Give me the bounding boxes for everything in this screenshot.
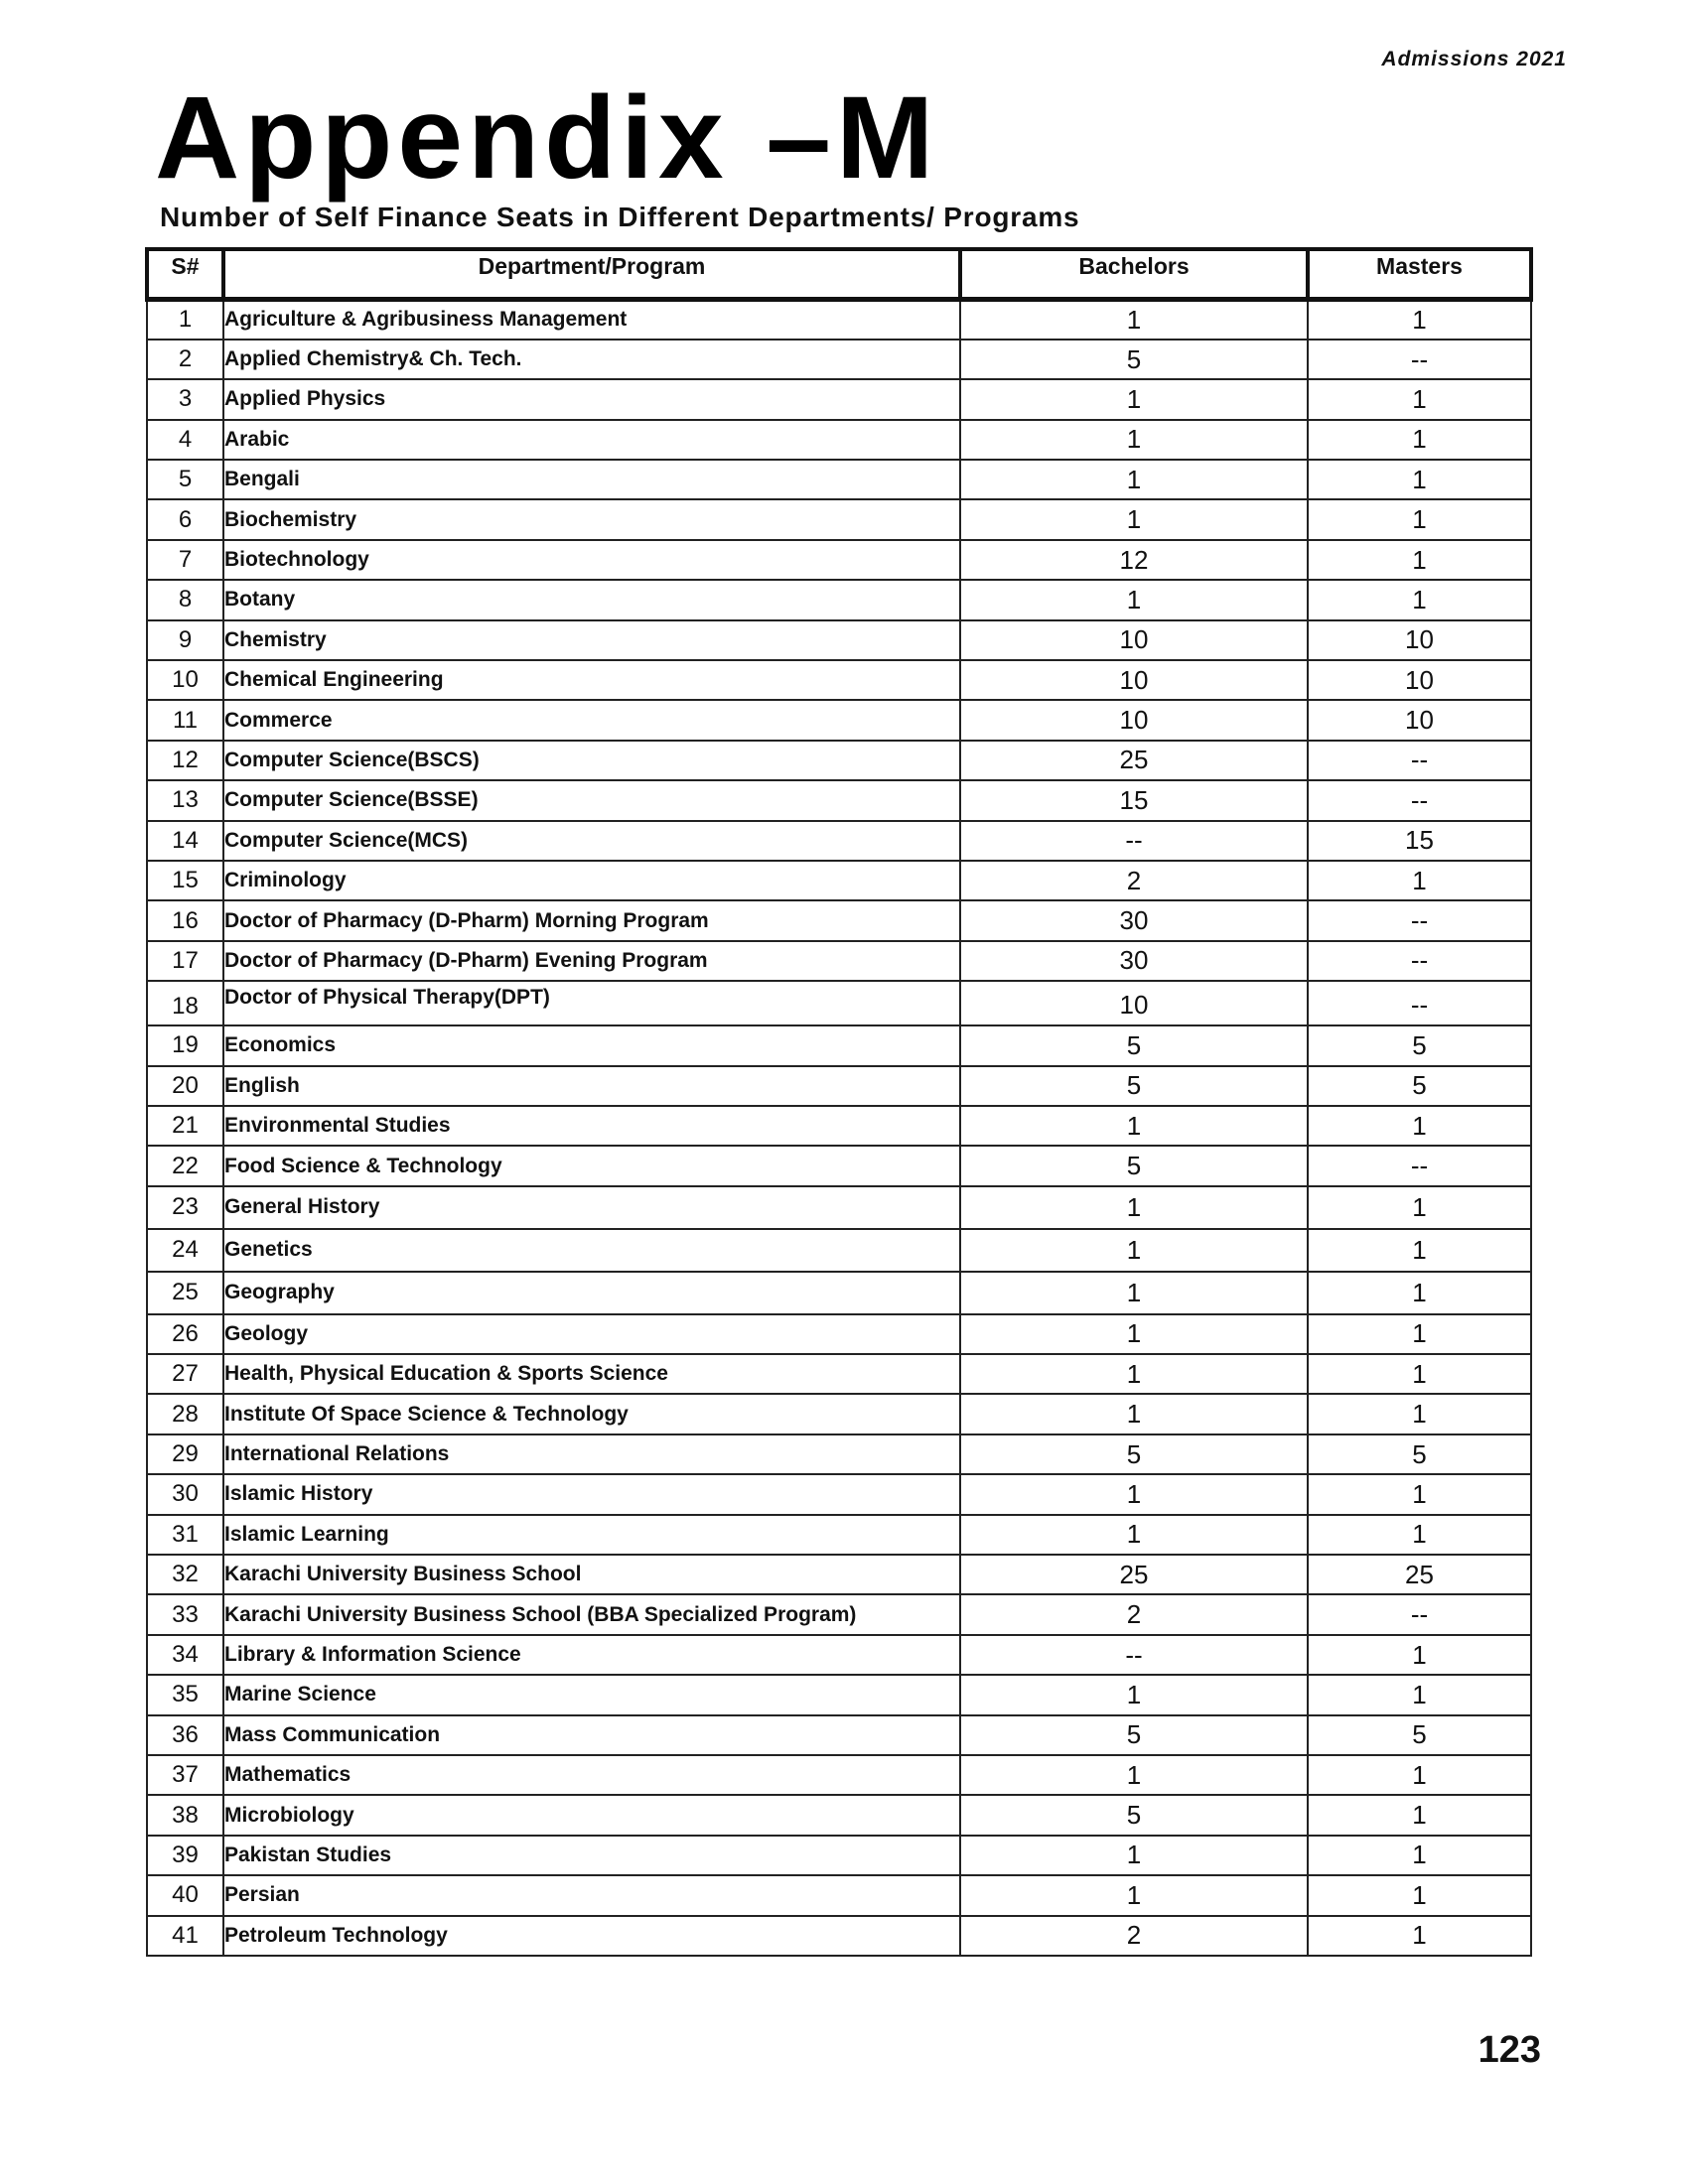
table-row [147,499,1531,539]
masters-seats: -- [1308,941,1531,981]
row-number: 20 [147,1066,223,1106]
table-row [147,340,1531,379]
row-number: 41 [147,1916,223,1956]
row-number: 21 [147,1106,223,1146]
masters-seats: 1 [1308,379,1531,419]
masters-seats: 1 [1308,1635,1531,1675]
bachelors-seats: 12 [960,540,1308,580]
row-number: 7 [147,540,223,580]
masters-seats: 1 [1308,1229,1531,1272]
row-number: 22 [147,1146,223,1185]
bachelors-seats: 1 [960,300,1308,340]
row-number: 39 [147,1836,223,1875]
row-number: 8 [147,580,223,619]
bachelors-seats: 5 [960,1715,1308,1755]
row-number: 10 [147,660,223,700]
table-row [147,821,1531,861]
table-row [147,1146,1531,1185]
department-name: Criminology [223,861,960,900]
department-name: Petroleum Technology [223,1916,960,1956]
masters-seats: 1 [1308,1186,1531,1229]
row-number: 6 [147,499,223,539]
row-number: 15 [147,861,223,900]
department-name: Microbiology [223,1795,960,1835]
table-row [147,861,1531,900]
bachelors-seats: 30 [960,900,1308,940]
masters-seats: 1 [1308,460,1531,499]
bachelors-seats: 10 [960,660,1308,700]
department-name: General History [223,1186,960,1229]
row-number: 9 [147,620,223,660]
table-row [147,1875,1531,1915]
table-row [147,1916,1531,1956]
department-name: Computer Science(MCS) [223,821,960,861]
bachelors-seats: 1 [960,1675,1308,1714]
bachelors-seats: 1 [960,1314,1308,1354]
masters-seats: 1 [1308,1354,1531,1394]
bachelors-seats: 1 [960,1186,1308,1229]
table-row [147,1795,1531,1835]
table-row [147,460,1531,499]
department-name: Marine Science [223,1675,960,1714]
bachelors-seats: 1 [960,1474,1308,1514]
department-name: Applied Physics [223,379,960,419]
row-number: 16 [147,900,223,940]
bachelors-seats: 5 [960,340,1308,379]
seats-table [145,247,1533,1957]
row-number: 38 [147,1795,223,1835]
masters-seats: 5 [1308,1715,1531,1755]
row-number: 37 [147,1755,223,1795]
bachelors-seats: 1 [960,379,1308,419]
row-number: 26 [147,1314,223,1354]
table-row [147,1474,1531,1514]
table-row [147,941,1531,981]
bachelors-seats: 10 [960,620,1308,660]
table-row [147,1025,1531,1065]
page-title: Appendix –M [155,72,939,204]
bachelors-seats: 10 [960,700,1308,740]
masters-seats: -- [1308,1146,1531,1185]
department-name: Health, Physical Education & Sports Science [223,1354,960,1394]
department-name: Library & Information Science [223,1635,960,1675]
row-number: 25 [147,1272,223,1314]
masters-seats: 1 [1308,1394,1531,1433]
bachelors-seats: 1 [960,1515,1308,1555]
masters-seats: 1 [1308,1755,1531,1795]
table-header [147,249,1531,300]
masters-seats: 1 [1308,1474,1531,1514]
department-name: Islamic Learning [223,1515,960,1555]
masters-seats: 1 [1308,420,1531,460]
column-header-masters: Masters [1308,249,1531,300]
bachelors-seats: 5 [960,1025,1308,1065]
department-name: Persian [223,1875,960,1915]
masters-seats: -- [1308,900,1531,940]
department-name: Computer Science(BSSE) [223,780,960,820]
masters-seats: 1 [1308,580,1531,619]
department-name: Geology [223,1314,960,1354]
masters-seats: 1 [1308,540,1531,580]
table-body [147,300,1531,1956]
row-number: 34 [147,1635,223,1675]
masters-seats: -- [1308,981,1531,1025]
column-header-bachelors: Bachelors [960,249,1308,300]
masters-seats: 1 [1308,1795,1531,1835]
table-row [147,780,1531,820]
masters-seats: 1 [1308,1916,1531,1956]
row-number: 13 [147,780,223,820]
bachelors-seats: -- [960,1635,1308,1675]
bachelors-seats: 2 [960,1594,1308,1634]
table-row [147,540,1531,580]
table-row [147,1314,1531,1354]
table-row [147,1675,1531,1714]
bachelors-seats: 5 [960,1146,1308,1185]
bachelors-seats: 5 [960,1795,1308,1835]
bachelors-seats: 1 [960,499,1308,539]
masters-seats: 1 [1308,1314,1531,1354]
department-name: Agriculture & Agribusiness Management [223,300,960,340]
bachelors-seats: 1 [960,1229,1308,1272]
masters-seats: 25 [1308,1555,1531,1594]
row-number: 36 [147,1715,223,1755]
row-number: 27 [147,1354,223,1394]
row-number: 1 [147,300,223,340]
row-number: 11 [147,700,223,740]
table-row [147,700,1531,740]
row-number: 3 [147,379,223,419]
masters-seats: 1 [1308,1836,1531,1875]
bachelors-seats: 15 [960,780,1308,820]
masters-seats: -- [1308,340,1531,379]
table-row [147,300,1531,340]
masters-seats: 1 [1308,1675,1531,1714]
bachelors-seats: 1 [960,1272,1308,1314]
row-number: 5 [147,460,223,499]
department-name: Commerce [223,700,960,740]
department-name: Biotechnology [223,540,960,580]
row-number: 32 [147,1555,223,1594]
table-row [147,660,1531,700]
department-name: Karachi University Business School [223,1555,960,1594]
bachelors-seats: 2 [960,1916,1308,1956]
table-row [147,1394,1531,1433]
masters-seats: 5 [1308,1025,1531,1065]
masters-seats: -- [1308,741,1531,780]
running-head: Admissions 2021 [1381,48,1567,70]
bachelors-seats: 2 [960,861,1308,900]
table-row [147,379,1531,419]
department-name: Doctor of Pharmacy (D-Pharm) Evening Program [223,941,960,981]
table-row [147,1434,1531,1474]
table-row [147,420,1531,460]
table-row [147,1515,1531,1555]
page-subtitle: Number of Self Finance Seats in Different Departments/ Programs [160,202,1080,232]
row-number: 28 [147,1394,223,1433]
row-number: 2 [147,340,223,379]
table-row [147,1635,1531,1675]
department-name: Mathematics [223,1755,960,1795]
row-number: 40 [147,1875,223,1915]
table-row [147,1229,1531,1272]
masters-seats: 1 [1308,1515,1531,1555]
bachelors-seats: 1 [960,1875,1308,1915]
column-header-department: Department/Program [223,249,960,300]
bachelors-seats: 1 [960,420,1308,460]
table-row [147,1186,1531,1229]
masters-seats: 10 [1308,660,1531,700]
table-row [147,1594,1531,1634]
department-name: Chemistry [223,620,960,660]
column-header-sn: S# [147,249,223,300]
bachelors-seats: 1 [960,1836,1308,1875]
bachelors-seats: 1 [960,1755,1308,1795]
bachelors-seats: 1 [960,460,1308,499]
masters-seats: 5 [1308,1066,1531,1106]
masters-seats: 1 [1308,1106,1531,1146]
table-row [147,1066,1531,1106]
department-name: International Relations [223,1434,960,1474]
table-row [147,620,1531,660]
bachelors-seats: 1 [960,580,1308,619]
bachelors-seats: -- [960,821,1308,861]
bachelors-seats: 1 [960,1106,1308,1146]
row-number: 17 [147,941,223,981]
row-number: 30 [147,1474,223,1514]
table-row [147,1555,1531,1594]
department-name: Pakistan Studies [223,1836,960,1875]
masters-seats: -- [1308,780,1531,820]
row-number: 23 [147,1186,223,1229]
department-name: Computer Science(BSCS) [223,741,960,780]
department-name: Mass Communication [223,1715,960,1755]
department-name: Doctor of Physical Therapy(DPT) [223,981,960,1025]
row-number: 29 [147,1434,223,1474]
row-number: 4 [147,420,223,460]
row-number: 33 [147,1594,223,1634]
masters-seats: 1 [1308,499,1531,539]
department-name: Economics [223,1025,960,1065]
department-name: Karachi University Business School (BBA Specialized Program) [223,1594,960,1634]
table-row [147,741,1531,780]
bachelors-seats: 10 [960,981,1308,1025]
page-number: 123 [1477,2029,1541,2071]
bachelors-seats: 25 [960,1555,1308,1594]
masters-seats: 5 [1308,1434,1531,1474]
row-number: 12 [147,741,223,780]
table-row [147,1715,1531,1755]
department-name: Food Science & Technology [223,1146,960,1185]
department-name: Botany [223,580,960,619]
department-name: Institute Of Space Science & Technology [223,1394,960,1433]
table-row [147,1755,1531,1795]
bachelors-seats: 30 [960,941,1308,981]
department-name: English [223,1066,960,1106]
bachelors-seats: 5 [960,1434,1308,1474]
bachelors-seats: 1 [960,1394,1308,1433]
department-name: Applied Chemistry& Ch. Tech. [223,340,960,379]
table-row [147,1106,1531,1146]
department-name: Doctor of Pharmacy (D-Pharm) Morning Program [223,900,960,940]
table-row [147,981,1531,1025]
masters-seats: 1 [1308,300,1531,340]
masters-seats: -- [1308,1594,1531,1634]
masters-seats: 15 [1308,821,1531,861]
department-name: Genetics [223,1229,960,1272]
bachelors-seats: 1 [960,1354,1308,1394]
masters-seats: 1 [1308,861,1531,900]
row-number: 31 [147,1515,223,1555]
department-name: Bengali [223,460,960,499]
row-number: 18 [147,981,223,1025]
row-number: 24 [147,1229,223,1272]
header-row [147,249,1531,300]
bachelors-seats: 25 [960,741,1308,780]
table-row [147,580,1531,619]
department-name: Biochemistry [223,499,960,539]
department-name: Islamic History [223,1474,960,1514]
department-name: Geography [223,1272,960,1314]
table-row [147,1272,1531,1314]
department-name: Environmental Studies [223,1106,960,1146]
masters-seats: 1 [1308,1272,1531,1314]
masters-seats: 10 [1308,620,1531,660]
row-number: 35 [147,1675,223,1714]
masters-seats: 10 [1308,700,1531,740]
masters-seats: 1 [1308,1875,1531,1915]
row-number: 14 [147,821,223,861]
department-name: Arabic [223,420,960,460]
table-row [147,1354,1531,1394]
department-name: Chemical Engineering [223,660,960,700]
table-row [147,900,1531,940]
table-row [147,1836,1531,1875]
bachelors-seats: 5 [960,1066,1308,1106]
row-number: 19 [147,1025,223,1065]
